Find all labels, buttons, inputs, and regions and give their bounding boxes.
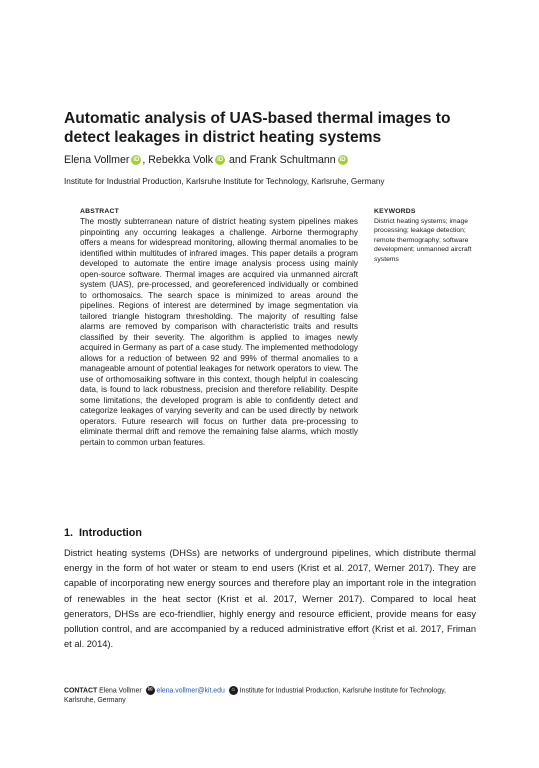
contact-label: CONTACT xyxy=(64,687,98,695)
author-name[interactable]: Rebekka Volk xyxy=(148,154,214,166)
author-name[interactable]: Elena Vollmer xyxy=(64,154,130,166)
orcid-icon[interactable]: iD xyxy=(133,157,140,164)
introduction-paragraph: District heating systems (DHSs) are networks of underground pipelines, which distribute thermal energy in the form of hot water or steam to end users (Krist et al. 2017, Werner 2017). They are capable of incorporating new energy sources and therefore play an important role in the integration of renewables in the heat sector (Krist et al. 2017, Werner 2017). Compared to local heat generators, DHSs are eco-friendlier, highly energy and resource efficient, provide means for easy pollution control, and are accompanied by a reduced administrative effort (Krist et al. 2017, Friman et al. 2014). xyxy=(64,548,476,650)
contact-name: Elena Vollmer xyxy=(99,687,142,695)
abstract-text: The mostly subterranean nature of district heating system pipelines makes pinpointing any occurring leakages a challenge. Airborne thermography offers a means for widespread monitoring, allowing thermal anomalies to be identified within multitudes of infrared images. This paper details a program developed to automate the entire image analysis process using mainly open-source software. Thermal images are acquired via unmanned aircraft system (UAS), pre-processed, and georeferenced individually or combined to orthomosaics. The search space is minimized to areas around the pipelines. Regions of interest are determined by image segmentation via tailored triangle histogram thresholding. The majority of resulting false alarms are removed by comparison with characteristic traits and results classified by their severity. The algorithm is applied to images newly acquired in Germany as part of a case study. The implemented methodology allows for a reduction of between 92 and 99% of thermal anomalies to a manageable amount of potential leakages for network operators to view. The use of orthomosaiking software in this context, though helpful in coalescing data, is found to lack robustness, precision and therefore reliability. Despite some limitations, the developed program is able to confidently detect and categorize leakages of varying severity and can be used directly by network operators. Future research will focus on further data pre-processing to eliminate thermal drift and remove the remaining false alarms, which mostly pertain to common urban features. xyxy=(80,217,358,447)
paper-title: Automatic analysis of UAS-based thermal images to detect leakages in district heating systems xyxy=(64,110,451,146)
contact-email-link[interactable]: elena.vollmer@kit.edu xyxy=(156,687,225,695)
orcid-icon[interactable]: iD xyxy=(217,157,224,164)
section-heading xyxy=(64,527,148,539)
address-icon: ⌂ xyxy=(229,686,238,695)
keywords-heading: KEYWORDS xyxy=(374,208,416,215)
author-name[interactable]: Frank Schultmann xyxy=(249,154,336,166)
section-number: 1. xyxy=(64,527,74,539)
orcid-icon[interactable]: iD xyxy=(339,157,346,164)
keywords-text: District heating systems; image processing; leakage detection; remote thermography; software development; unmanned aircraft systems xyxy=(374,218,472,263)
email-icon: ✉ xyxy=(147,687,153,693)
section-title: Introduction xyxy=(79,527,142,539)
contact-address: Institute for Industrial Production, Karlsruhe Institute for Technology, Karlsruhe, Germany xyxy=(64,687,446,704)
affiliation: Institute for Industrial Production, Karlsruhe Institute for Technology, Karlsruhe, Germany xyxy=(64,177,385,186)
abstract-heading: ABSTRACT xyxy=(80,208,119,215)
author-separator: and xyxy=(229,154,247,166)
author-list xyxy=(64,153,349,167)
author-separator: , xyxy=(142,154,146,166)
contact-footnote xyxy=(64,686,474,705)
